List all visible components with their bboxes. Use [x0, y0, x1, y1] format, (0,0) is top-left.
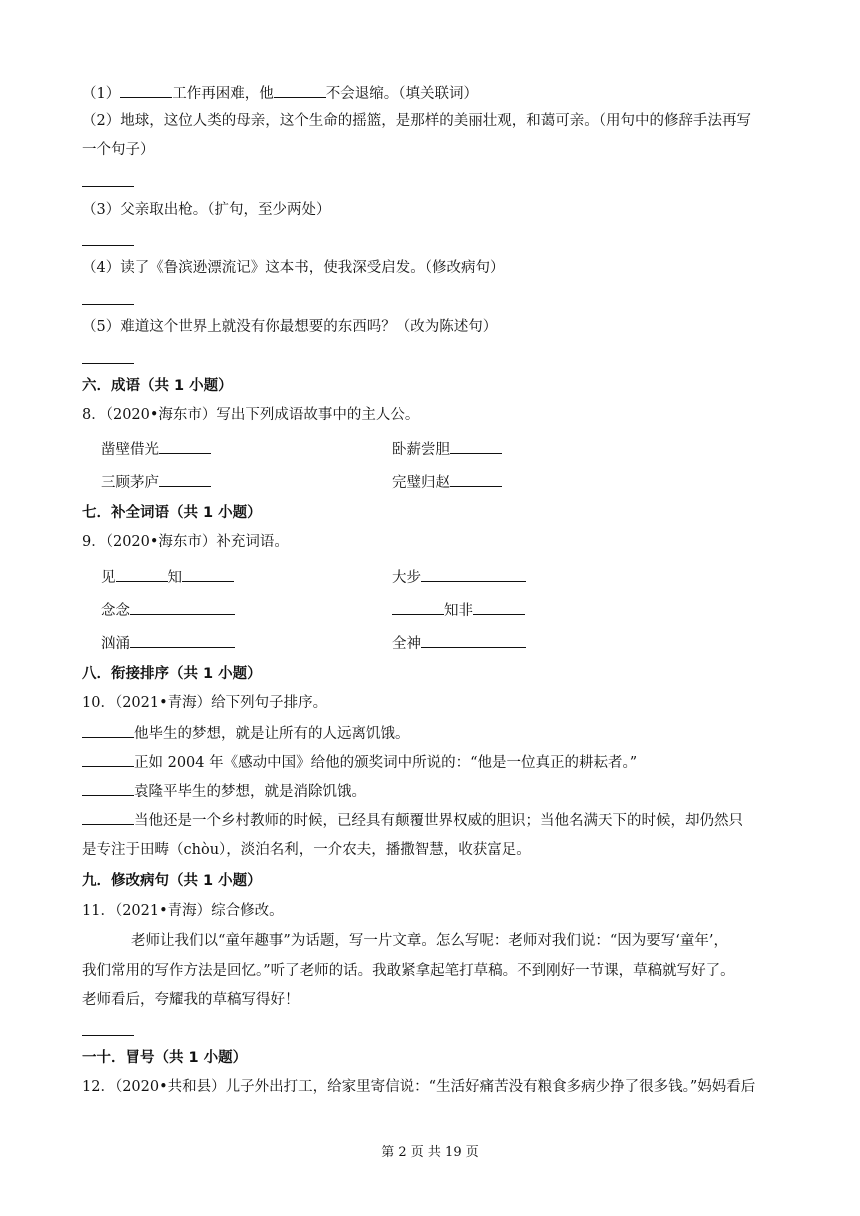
passage-line: 我们常用的写作方法是回忆。”听了老师的话。我敢紧拿起笔打草稿。不到刚好一节课，草稿就写好了。 [82, 963, 735, 979]
question-8: 8．（2020•海东市）写出下列成语故事中的主人公。 [82, 407, 420, 423]
word-item: 念念 [101, 599, 235, 621]
order-line: 他毕生的梦想，就是让所有的人远离饥饿。 [82, 722, 410, 744]
idiom-item: 凿壁借光 [101, 438, 211, 460]
answer-blank[interactable] [82, 780, 134, 796]
answer-blank[interactable] [421, 632, 526, 648]
answer-blank[interactable] [120, 82, 172, 98]
question-11: 11．（2021•青海）综合修改。 [82, 903, 284, 919]
word-item: 知非 [392, 599, 525, 621]
section-header-7: 七．补全词语（共 1 小题） [82, 505, 262, 521]
order-line: 袁隆平毕生的梦想，就是消除饥饿。 [82, 780, 366, 802]
answer-blank[interactable] [130, 599, 235, 615]
order-line: 当他还是一个乡村教师的时候，已经具有颠覆世界权威的胆识；当他名满天下的时候，却仍然只 [82, 809, 743, 831]
word-item: 大步 [392, 566, 526, 588]
answer-blank[interactable] [82, 722, 134, 738]
answer-blank[interactable] [82, 809, 134, 825]
answer-blank[interactable] [274, 82, 326, 98]
idiom-item: 完璧归赵 [392, 471, 502, 493]
section-header-6: 六．成语（共 1 小题） [82, 378, 233, 394]
answer-line[interactable] [82, 304, 134, 305]
word-item: 见 知 [101, 566, 234, 588]
question-9: 9．（2020•海东市）补充词语。 [82, 534, 289, 550]
question-5-1: （1） 工作再困难，他 不会退缩。（填关联词） [82, 82, 478, 104]
section-header-10: 一十．冒号（共 1 小题） [82, 1050, 248, 1066]
section-header-8: 八．衔接排序（共 1 小题） [82, 666, 262, 682]
question-5-5: （5）难道这个世界上就没有你最想要的东西吗？（改为陈述句） [82, 319, 498, 335]
answer-blank[interactable] [450, 471, 502, 487]
question-10: 10．（2021•青海）给下列句子排序。 [82, 695, 328, 711]
answer-blank[interactable] [130, 632, 235, 648]
answer-blank[interactable] [473, 599, 525, 615]
passage-line: 老师让我们以“童年趣事”为话题，写一片文章。怎么写呢：老师对我们说：“因为要写‘童年’， [131, 933, 728, 949]
answer-blank[interactable] [116, 566, 168, 582]
section-header-9: 九．修改病句（共 1 小题） [82, 873, 262, 889]
word-item: 全神 [392, 632, 526, 654]
question-5-3: （3）父亲取出枪。（扩句，至少两处） [82, 202, 331, 218]
answer-line[interactable] [82, 245, 134, 246]
question-5-2-line2: 一个句子） [82, 142, 155, 158]
order-line: 正如 2004 年《感动中国》给他的颁奖词中所说的：“他是一位真正的耕耘者。” [82, 751, 637, 773]
idiom-item: 卧薪尝胆 [392, 438, 502, 460]
answer-blank[interactable] [392, 599, 444, 615]
question-5-2-line1: （2）地球，这位人类的母亲，这个生命的摇篮，是那样的美丽壮观，和蔼可亲。（用句中的修辞手法再写 [82, 113, 751, 129]
page-number: 第 2 页 共 19 页 [381, 1145, 479, 1160]
question-5-4: （4）读了《鲁滨逊漂流记》这本书，使我深受启发。（修改病句） [82, 260, 505, 276]
answer-line[interactable] [82, 363, 134, 364]
answer-line[interactable] [82, 186, 134, 187]
question-12: 12．（2020•共和县）儿子外出打工，给家里寄信说：“生活好痛苦没有粮食多病少挣了很多钱。”妈妈看后 [82, 1079, 756, 1095]
answer-blank[interactable] [421, 566, 526, 582]
answer-blank[interactable] [82, 751, 134, 767]
answer-blank[interactable] [182, 566, 234, 582]
answer-line[interactable] [82, 1035, 134, 1036]
idiom-item: 三顾茅庐 [101, 471, 211, 493]
answer-blank[interactable] [159, 438, 211, 454]
word-item: 汹涌 [101, 632, 235, 654]
answer-blank[interactable] [159, 471, 211, 487]
answer-blank[interactable] [450, 438, 502, 454]
order-line-continued: 是专注于田畴（chòu），淡泊名利，一介农夫，播撒智慧，收获富足。 [82, 842, 531, 858]
passage-line: 老师看后，夸耀我的草稿写得好！ [82, 992, 300, 1008]
